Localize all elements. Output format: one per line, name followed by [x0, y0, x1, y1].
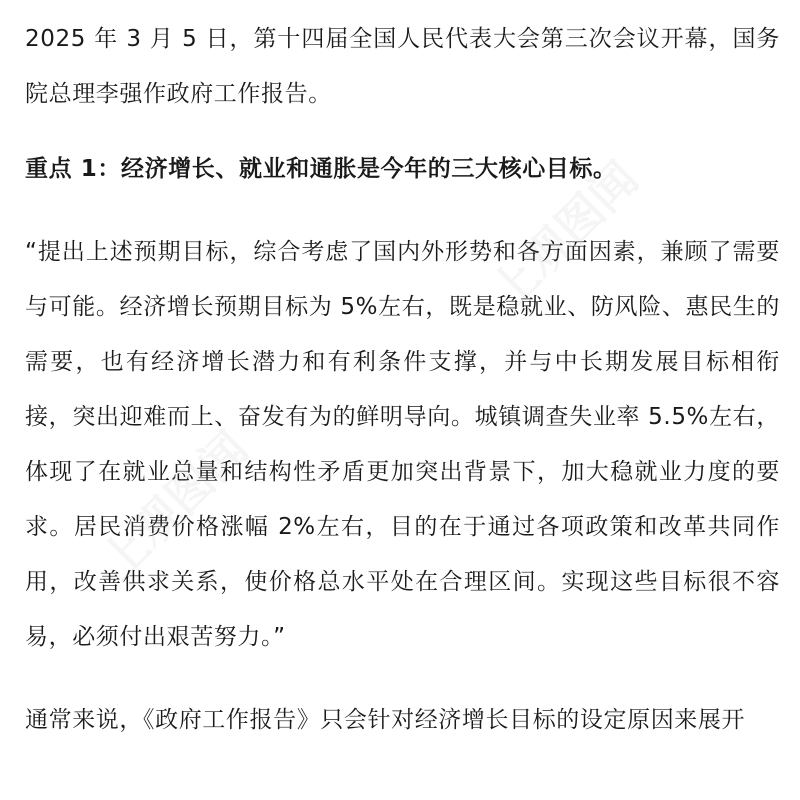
watermark: 上观图闻	[89, 420, 259, 590]
quote-paragraph: “提出上述预期目标，综合考虑了国内外形势和各方面因素，兼顾了需要与可能。经济增长预期目标为 5%左右，既是稳就业、防风险、惠民生的需要，也有经济增长潜力和有利条件支撑，并与中长期发展目标相衔接，突出迎难而上、奋发有为的鲜明导向。城镇调查失业率 5.5%左右，体现了在就业总量和结构性矛盾更加突出背景下，加大稳就业力度的要求。居民消费价格涨幅 2%左右，目的在于通过各项政策和改革共同作用，改善供求关系，使价格总水平处在合理区间。实现这些目标很不容易，必须付出艰苦努力。”	[25, 239, 780, 650]
intro-paragraph: 2025 年 3 月 5 日，第十四届全国人民代表大会第三次会议开幕，国务院总理李强作政府工作报告。	[25, 26, 780, 107]
closing-paragraph: 通常来说，《政府工作报告》只会针对经济增长目标的设定原因来展开	[25, 707, 746, 733]
section-heading: 重点 1：经济增长、就业和通胀是今年的三大核心目标。	[25, 156, 617, 182]
article-body	[25, 0, 780, 748]
watermark: 上观图闻	[479, 150, 649, 320]
